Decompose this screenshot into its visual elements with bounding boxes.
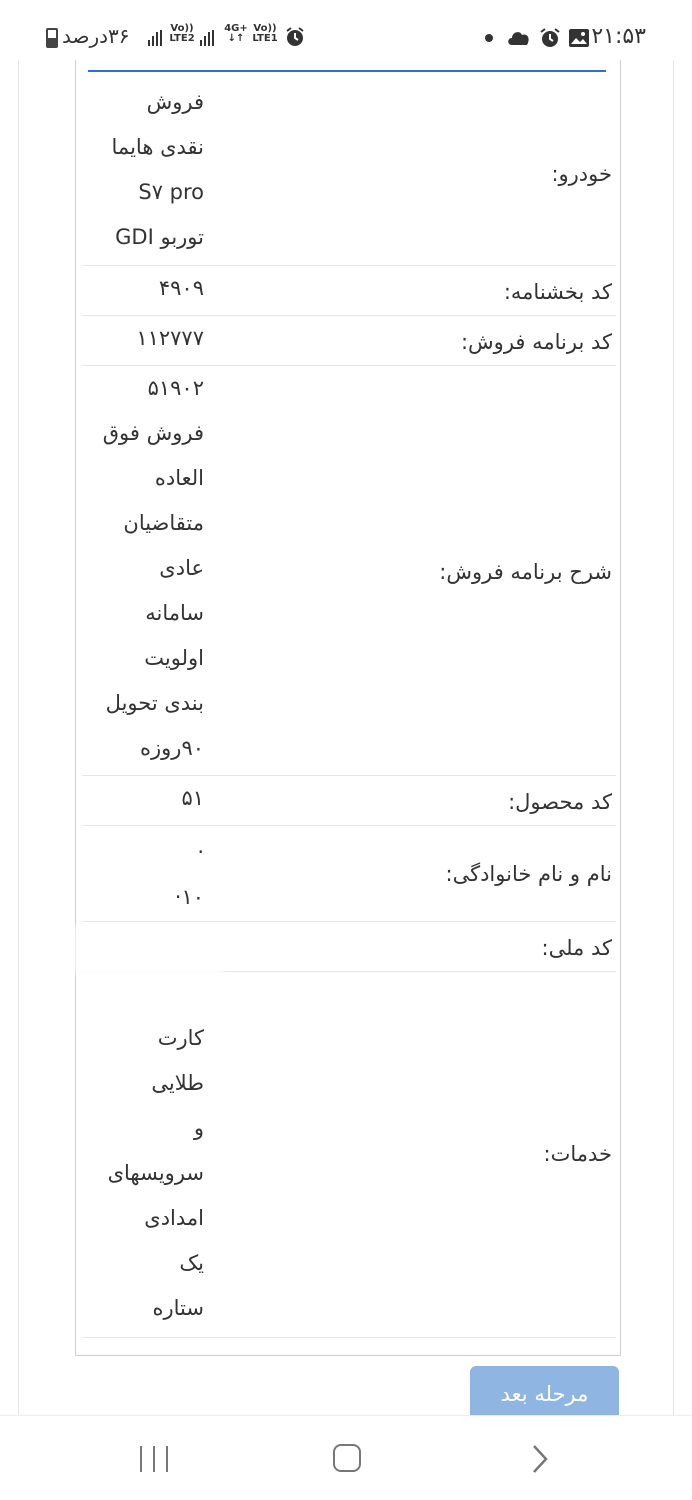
full-name-line: ۱۰· [174, 885, 204, 909]
car-value-line: توربو GDI [115, 225, 204, 249]
services-line: سرویسهای [107, 1161, 204, 1185]
plan-description-line: عادی [159, 556, 204, 580]
branch-code-label: کد بخشنامه: [503, 280, 612, 304]
redaction-overlay [75, 926, 223, 974]
signal-icon [200, 30, 214, 46]
row-full-name [82, 826, 616, 922]
plan-description-line: اولویت [144, 646, 204, 670]
row-plan-code [82, 316, 616, 366]
full-name-line: · [197, 840, 204, 864]
branch-code-value: ۴۹۰۹ [158, 276, 204, 300]
car-value-line: فروش [146, 90, 204, 114]
product-code-value: ۵۱ [181, 786, 204, 810]
row-branch-code [82, 266, 616, 316]
row-product-code [82, 776, 616, 826]
next-step-button[interactable]: مرحله بعد [470, 1366, 619, 1422]
product-code-label: کد محصول: [508, 790, 612, 814]
battery-percentage: ۳۶درصد [62, 24, 130, 48]
car-value-line: نقدی هایما [111, 135, 204, 159]
car-value [112, 80, 204, 260]
signal-icon [148, 30, 162, 46]
home-icon[interactable] [333, 1444, 361, 1472]
full-name-label: نام و نام خانوادگی: [445, 862, 612, 886]
cloud-icon [506, 28, 532, 46]
network-lte1-indicator: Vo)) LTE1 [252, 23, 278, 44]
back-icon[interactable] [528, 1444, 552, 1474]
status-time: ۲۱:۵۳ [591, 24, 646, 49]
plan-description-line: ۵۱۹۰۲ [147, 376, 204, 400]
plan-description-value [103, 366, 204, 771]
dot-icon [484, 33, 494, 43]
plan-description-line: ۹۰روزه [140, 736, 204, 760]
navigation-bar [0, 1415, 692, 1500]
plan-description-line: سامانه [145, 601, 204, 625]
plan-description-line: بندی تحویل [105, 691, 204, 715]
recent-apps-icon[interactable] [140, 1446, 168, 1472]
network-lte2-indicator: Vo)) LTE2 [169, 23, 195, 44]
services-label: خدمات: [543, 1142, 612, 1166]
plan-description-line: العاده [154, 466, 204, 490]
battery-icon [46, 28, 58, 48]
plan-description-label: شرح برنامه فروش: [439, 560, 612, 584]
services-line: یک [179, 1251, 204, 1275]
plan-description-line: متقاضیان [123, 511, 204, 535]
services-line: امدادی [144, 1206, 204, 1230]
plan-description-line: فروش فوق [102, 421, 204, 445]
full-name-value [175, 830, 204, 920]
plan-code-value: ۱۱۲۷۷۷ [136, 326, 204, 350]
services-line: و [193, 1116, 204, 1140]
services-line: ستاره [152, 1296, 204, 1320]
status-bar [0, 0, 692, 60]
services-value [108, 1016, 204, 1331]
services-line: کارت [157, 1026, 204, 1050]
alarm-clock-icon [284, 26, 306, 48]
row-plan-description [82, 366, 616, 776]
row-car [82, 80, 616, 266]
gallery-icon [568, 28, 590, 48]
plan-code-label: کد برنامه فروش: [460, 330, 612, 354]
alarm-icon [538, 26, 562, 50]
header-divider [88, 70, 606, 72]
row-services [82, 972, 616, 1338]
page-content [18, 60, 674, 1415]
details-card [75, 60, 621, 1356]
services-line: طلایی [151, 1071, 204, 1095]
car-label: خودرو: [551, 162, 612, 186]
car-value-line: S۷ pro [138, 180, 204, 204]
network-4g-indicator: 4G+ ↓↑ [224, 23, 248, 44]
national-id-label: کد ملی: [541, 936, 612, 960]
